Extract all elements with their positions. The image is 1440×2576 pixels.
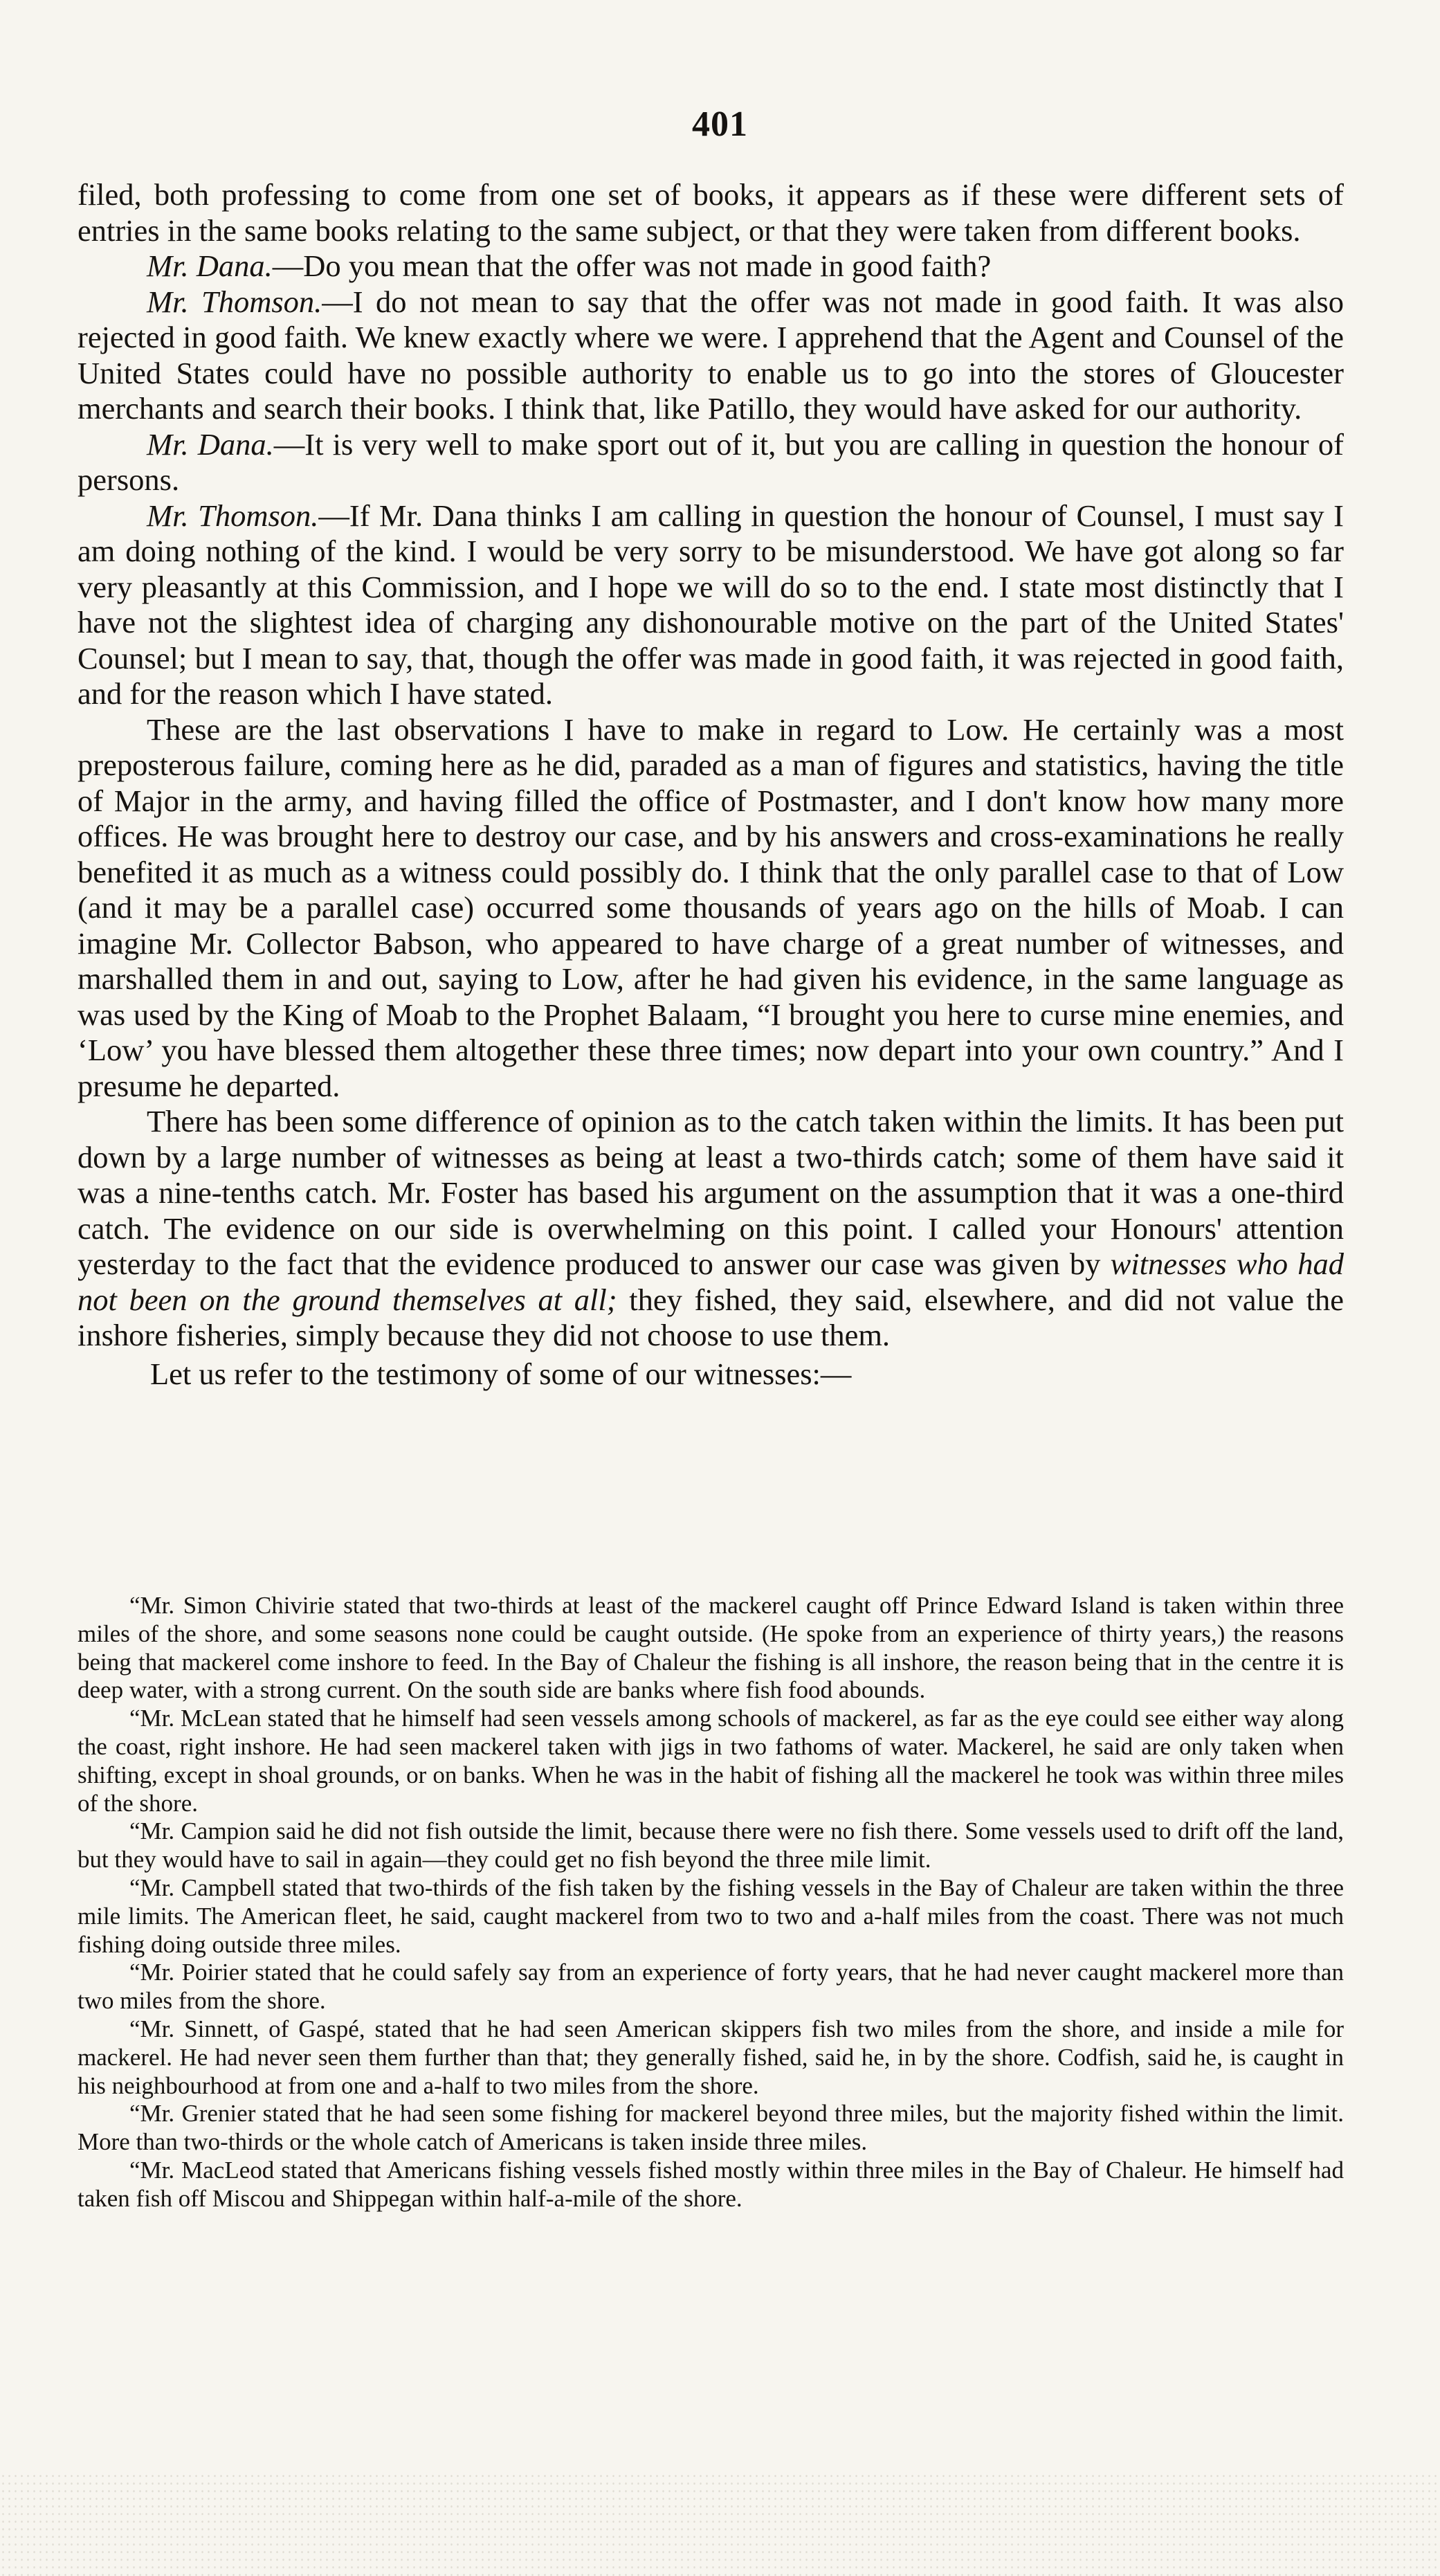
paragraph: [78, 427, 1344, 498]
scan-noise: [0, 2472, 1440, 2576]
paragraph-text: they fished, they said, elsewhere, and did not value the inshore fisheries, simply because they did not choose to use them.: [78, 1282, 1345, 1352]
paragraph-text: There has been some difference of opinion as to the catch taken within the limits. It has been put down by a large number of witnesses as being at least a two-thirds catch; some of them have said it was a nine-tenths catch. Mr. Foster has based his argument on the assumption that it was a one-third catch. The evidence on our side is overwhelming on this point. I called your Honours' attention yesterday to the fact that the evidence produced to answer our case was given by: [78, 1104, 1344, 1281]
paragraph-text: —I do not mean to say that the offer was not made in good faith. It was also rejected in good faith. We knew exactly where we were. I apprehend that the Agent and Counsel of the United States could have no possible authority to enable us to go into the stores of Gloucester merchants and search their books. I think that, like Patillo, they would have asked for our authority.: [78, 284, 1344, 426]
testimony-item: “Mr. Poirier stated that he could safely say from an experience of forty years, that he had never caught mackerel more than two miles from the shore.: [78, 1959, 1344, 2015]
paragraph: filed, both professing to come from one set of books, it appears as if these were different sets of entries in the same books relating to the same subject, or that they were taken from different books.: [78, 177, 1344, 248]
testimony-list: [78, 1592, 1344, 2213]
testimony-item: “Mr. MacLeod stated that Americans fishing vessels fished mostly within three miles in the Bay of Chaleur. He himself had taken fish off Miscou and Shippegan within half-a-mile of the shore.: [78, 2156, 1344, 2212]
testimony-item: “Mr. McLean stated that he himself had seen vessels among schools of mackerel, as far as the eye could see either way along the coast, right inshore. He had seen mackerel taken with jigs in two fathoms of water. Mackerel, he said are only taken when shifting, except in shoal grounds, or on banks. When he was in the habit of fishing all the mackerel he took was within three miles of the shore.: [78, 1705, 1344, 1817]
speaker-name: Mr. Thomson.: [147, 284, 322, 319]
paragraph-text: —If Mr. Dana thinks I am calling in question the honour of Counsel, I must say I am doing nothing of the kind. I would be very sorry to be misunderstood. We have got along so far very pleasantly at this Commission, and I hope we will do so to the end. I state most distinctly that I have not the slightest idea of charging any dishonourable motive on the part of the United States' Counsel; but I mean to say, that, though the offer was made in good faith, it was rejected in good faith, and for the reason which I have stated.: [78, 498, 1344, 711]
speaker-name: Mr. Dana.: [147, 248, 273, 283]
testimony-item: “Mr. Simon Chivirie stated that two-thirds at least of the mackerel caught off Prince Edward Island is taken within three miles of the shore, and some seasons none could be caught outside. (He spoke from an experience of thirty years,) the reasons being that mackerel come inshore to feed. In the Bay of Chaleur the fishing is all inshore, the reason being that in the centre it is deep water, with a strong current. On the south side are banks where fish food abounds.: [78, 1592, 1344, 1704]
testimony-item: “Mr. Campion said he did not fish outside the limit, because there were no fish there. Some vessels used to drift off the land, but they would have to sail in again—they could get no fish beyond the three mile limit.: [78, 1817, 1344, 1874]
paragraph: [78, 498, 1344, 712]
paragraph: [78, 284, 1344, 427]
paragraph-text: —It is very well to make sport out of it, but you are calling in question the honour of persons.: [78, 426, 1344, 497]
emphasis-text: witnesses who had not been on the ground themselves at all;: [78, 1246, 1344, 1317]
testimony-item: “Mr. Campbell stated that two-thirds of the fish taken by the fishing vessels in the Bay of Chaleur are taken within the three mile limits. The American fleet, he said, caught mackerel from two to two and a-half miles from the coast. There was not much fishing doing outside three miles.: [78, 1874, 1344, 1958]
page-number: 401: [692, 105, 748, 144]
paragraph: Let us refer to the testimony of some of our witnesses:—: [150, 1356, 852, 1391]
paragraph: [78, 1104, 1344, 1354]
testimony-item: “Mr. Grenier stated that he had seen some fishing for mackerel beyond three miles, but the majority fished within the limit. More than two-thirds or the whole catch of Americans is taken inside three miles.: [78, 2100, 1344, 2156]
paragraph: These are the last observations I have to make in regard to Low. He certainly was a most preposterous failure, coming here as he did, paraded as a man of figures and statistics, having the title of Major in the army, and having filled the office of Postmaster, and I don't know how many more offices. He was brought here to destroy our case, and by his answers and cross-examinations he really benefited it as much as a witness could possibly do. I think that the only parallel case to that of Low (and it may be a parallel case) occurred some thousands of years ago on the hills of Moab. I can imagine Mr. Collector Babson, who appeared to have charge of a great number of witnesses, and marshalled them in and out, saying to Low, after he had given his evidence, in the same language as was used by the King of Moab to the Prophet Balaam, “I brought you here to curse mine enemies, and ‘Low’ you have blessed them altogether these three times; now depart into your own country.” And I presume he departed.: [78, 711, 1344, 1103]
paragraph: [78, 248, 1344, 284]
speaker-name: Mr. Thomson.: [147, 498, 319, 533]
speaker-name: Mr. Dana.: [147, 426, 274, 462]
paragraph-text: —Do you mean that the offer was not made in good faith?: [272, 248, 992, 283]
main-text: [78, 177, 1344, 1392]
testimony-item: “Mr. Sinnett, of Gaspé, stated that he had seen American skippers fish two miles from the shore, and inside a mile for mackerel. He had never seen them further than that; they generally fished, said he, in by the shore. Codfish, said he, is caught in his neighbourhood at from one and a-half to two miles from the shore.: [78, 2015, 1344, 2099]
